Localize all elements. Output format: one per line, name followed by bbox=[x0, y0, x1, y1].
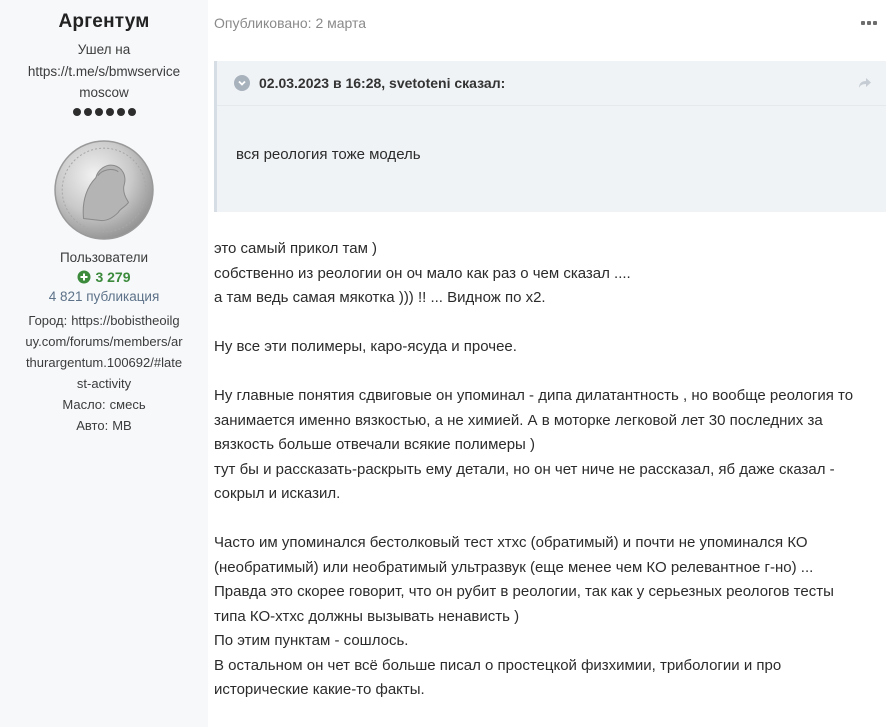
reputation-value: 3 279 bbox=[95, 268, 131, 285]
post-content bbox=[214, 0, 893, 727]
field-city: Город: https://bobistheoilg uy.com/forums/members/ar thurargentum.100692/#late st-activity bbox=[25, 312, 183, 391]
profile-fields bbox=[14, 310, 194, 436]
quote-citation[interactable]: 02.03.2023 в 16:28, svetoteni сказал: bbox=[259, 75, 506, 91]
plus-circle-icon bbox=[77, 270, 91, 284]
author-title: Ушел на https://t.me/s/bmwservice moscow bbox=[27, 42, 181, 100]
post-text bbox=[214, 237, 890, 727]
rank-pips bbox=[0, 108, 208, 116]
reputation-badge[interactable] bbox=[0, 269, 208, 285]
chevron-down-icon[interactable] bbox=[234, 75, 250, 91]
paragraph: Часто им упоминался бестолковый тест хтхс (обратимый) и почти не упоминался КО (необратимый) или необратимый ультразвук (еще менее чем КО релевантное г-но) ... Правда это скорее говорит, что он рубит в реологии, так как у серьезных реологов тесты типа КО-хтхс должны вызывать ненависть ) По этим пунктам - сошлось. В остальном он чет всё больше писал о простецкой физхимии, трибологии и про исторические какие-то факты. bbox=[214, 534, 834, 698]
post-date[interactable]: Опубликовано: 2 марта bbox=[214, 15, 367, 31]
author-sidebar bbox=[0, 0, 208, 727]
author-name[interactable]: Аргентум bbox=[58, 11, 150, 32]
paragraph: это самый прикол там ) собственно из реологии он оч мало как раз о чем сказал .... а там ведь самая мякотка ))) !! ... Виднож по х2. bbox=[214, 240, 631, 306]
quote-block bbox=[214, 61, 886, 212]
author-group: Пользователи bbox=[59, 249, 149, 265]
paragraph: Ну все эти полимеры, каро-ясуда и прочее. bbox=[214, 338, 517, 355]
avatar[interactable] bbox=[53, 139, 155, 241]
more-options-icon[interactable] bbox=[861, 16, 881, 30]
post-count[interactable]: 4 821 публикация bbox=[48, 288, 160, 304]
paragraph: Ну главные понятия сдвиговые он упоминал - дипа дилатантность , но вообще реология то занимается именно вязкостью, а не химией. А в моторке легковой лет 30 последних за вязкость больше отвечали всякие полимеры ) тут бы и рассказать-раскрыть ему детали, но он чет ниче не рассказал, яб даже сказал - сокрыл и исказил. bbox=[214, 387, 854, 502]
quote-text: вся реология тоже модель bbox=[236, 146, 421, 163]
field-oil: Масло: смесь bbox=[62, 396, 146, 412]
quote-header bbox=[217, 61, 886, 106]
field-car: Авто: MB bbox=[76, 417, 132, 433]
share-icon[interactable] bbox=[858, 77, 872, 89]
